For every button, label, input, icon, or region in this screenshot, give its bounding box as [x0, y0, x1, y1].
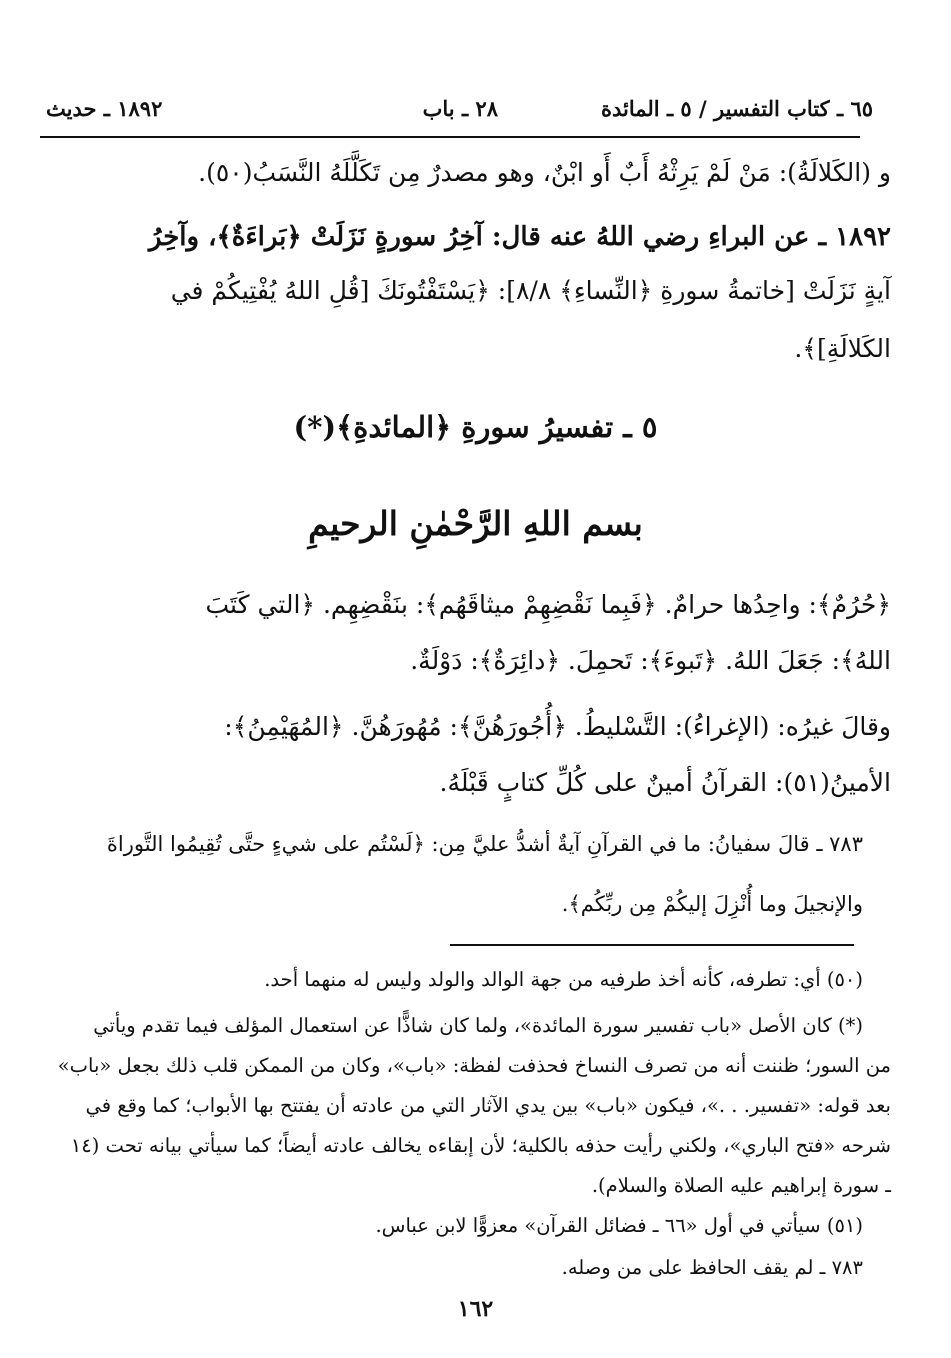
- footnote-star-line-4: شرحه «فتح الباري»، ولكني رأيت حذفه بالكلية؛ لأن إبقاءه يخالف عادته أيضاً؛ كما سيأتي بيانه تحت (١٤: [70, 1134, 891, 1157]
- para-1-line-1: ﴿حُرُمٌ﴾: واحِدُها حرامٌ. ﴿فَبِما نَقْضِهِمْ ميثاقَهُم﴾: بنَقْضِهِم. ﴿التي كَتَبَ: [205, 590, 891, 619]
- running-header: [46, 96, 873, 132]
- header-book-chapter: ٦٥ ـ كتاب التفسير / ٥ ـ المائدة: [601, 96, 873, 121]
- basmala: بسم اللهِ الرَّحْمٰنِ الرحيمِ: [308, 504, 643, 543]
- footnote-star-line-2: من السور؛ ظننت أنه من تصرف النساخ فحذفت لفظة: «باب»، وكان من الممكن قلب ذلك بجعل «باب»: [57, 1054, 891, 1077]
- hadith-1892-line-3: الكَلالَةِ]﴾.: [794, 334, 891, 363]
- footnote-50: (٥٠) أي: تطرفه، كأنه أخذ طرفيه من جهة الوالد والولد وليس له منهما أحد.: [264, 968, 863, 991]
- kalala-definition: و (الكَلالَةُ): مَنْ لَمْ يَرِثْهُ أَبٌ أَو ابْنٌ، وهو مصدرٌ مِن تَكَلَّلَهُ النَّسَبُ(٥٠).: [198, 158, 891, 187]
- header-bab: ٢٨ ـ باب: [422, 96, 498, 121]
- footnote-star-line-1: (*) كان الأصل «باب تفسير سورة المائدة»، ولما كان شاذًّا عن استعمال المؤلف فيما تقدم ويأتي: [93, 1014, 863, 1037]
- footnote-783: ٧٨٣ ـ لم يقف الحافظ على من وصله.: [561, 1256, 863, 1279]
- para-2-line-2: الأمينُ(٥١): القرآنُ أمينٌ على كُلِّ كتابٍ قَبْلَهُ.: [439, 768, 891, 797]
- header-hadith-number: ١٨٩٢ ـ حديث: [46, 96, 163, 121]
- hadith-783-line-2: والإنجيلَ وما أُنْزِلَ إليكُمْ مِن ربِّكُم﴾.: [561, 892, 863, 916]
- hadith-783-line-1: ٧٨٣ ـ قالَ سفيانُ: ما في القرآنِ آيةٌ أشدُّ عليَّ مِن: ﴿لَسْتُم على شيءٍ حتَّى تُقِيمُوا التَّوراةَ: [106, 832, 863, 856]
- para-2-line-1: وقالَ غيرُه: (الإغراءُ): التَّسْليطُ. ﴿أُجُورَهُنَّ﴾: مُهُورَهُنَّ. ﴿المُهَيْمِنُ﴾:: [224, 712, 891, 741]
- hadith-1892-line-2: آيةٍ نَزَلَتْ [خاتمةُ سورةِ ﴿النِّساءِ﴾ ٨/٨]: ﴿يَسْتَفْتُونَكَ [قُلِ اللهُ يُفْتِيكُمْ في: [170, 276, 891, 305]
- hadith-1892-line-1: ١٨٩٢ ـ عن البراءِ رضي اللهُ عنه قال: آخِرُ سورةٍ نَزَلَتْ ﴿بَراءَةٌ﴾، وآخِرُ: [148, 222, 891, 252]
- header-rule: [40, 136, 860, 138]
- footnote-rule: [450, 944, 854, 946]
- footnote-51: (٥١) سيأتي في أول «٦٦ ـ فضائل القرآن» معزوًّا لابن عباس.: [375, 1214, 863, 1237]
- footnote-star-line-5: ـ سورة إبراهيم عليه الصلاة والسلام).: [591, 1174, 891, 1197]
- footnote-star-line-3: بعد قوله: «تفسير. . .»، فيكون «باب» بين يدي الآثار التي من عادته أن يفتتح بها الأبواب؛ كما وقع في: [85, 1094, 891, 1117]
- surah-title: ٥ ـ تفسيرُ سورةِ ﴿المائدةِ﴾(*): [293, 410, 658, 444]
- page-number: ١٦٢: [457, 1296, 494, 1322]
- para-1-line-2: اللهُ﴾: جَعَلَ اللهُ. ﴿تَبوءَ﴾: تَحمِلَ. ﴿دائِرَةٌ﴾: دَوْلَةٌ.: [410, 646, 891, 675]
